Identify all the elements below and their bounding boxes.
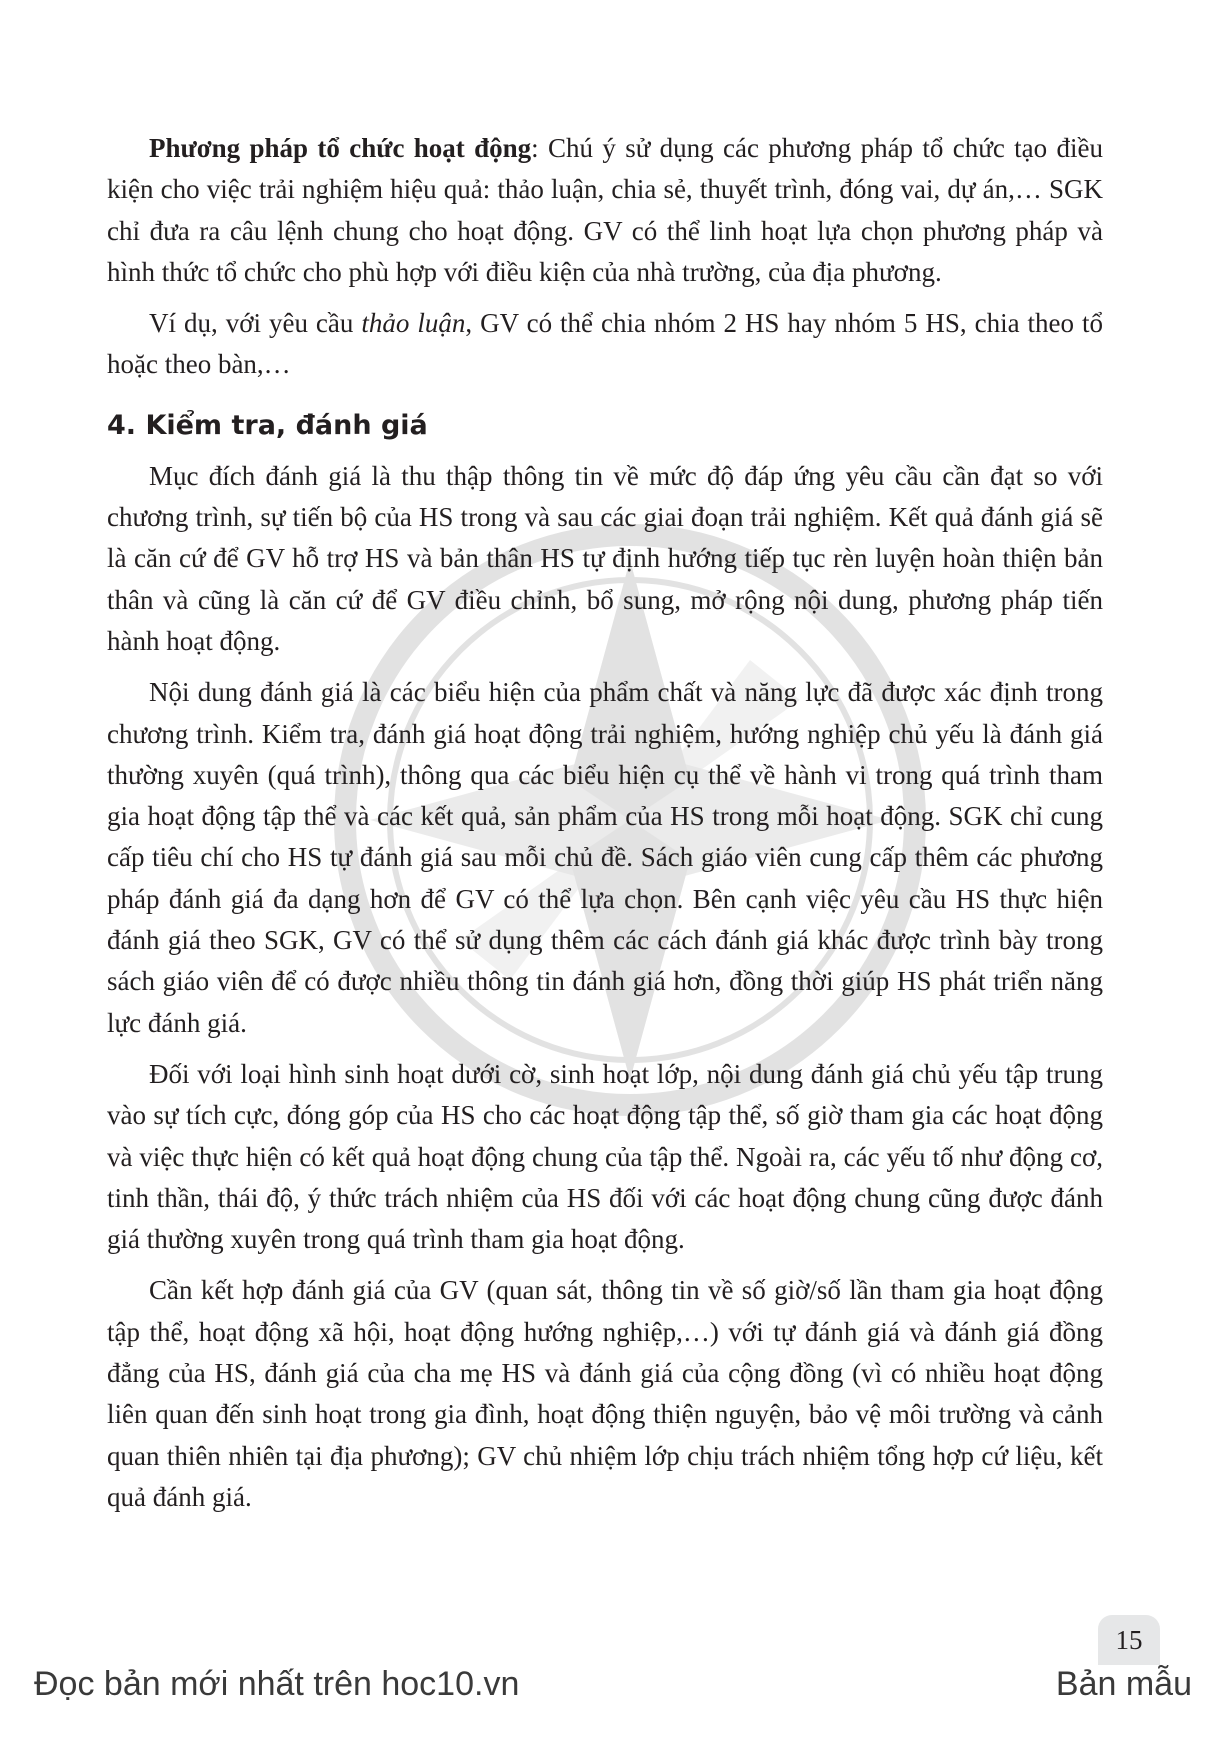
footer-sample-label: Bản mẫu — [1055, 1665, 1192, 1703]
paragraph-combined: Cần kết hợp đánh giá của GV (quan sát, thông tin về số giờ/số lần tham gia hoạt động tập thể, hoạt động xã hội, hoạt động hướng nghiệp,…) với tự đánh giá và đánh giá đồng đẳng của HS, đánh giá của cha mẹ HS và đánh giá của cộng đồng (vì có nhiều hoạt động liên quan đến sinh hoạt trong gia đình, hoạt động thiện nguyện, bảo vệ môi trường và cảnh quan thiên nhiên tại địa phương); GV chủ nhiệm lớp chịu trách nhiệm tổng hợp cứ liệu, kết quả đánh giá. — [107, 1275, 1103, 1512]
page-number: 15 — [1098, 1615, 1160, 1665]
footer-read-latest-link[interactable]: Đọc bản mới nhất trên hoc10.vn — [34, 1665, 520, 1703]
example-italic: thảo luận — [361, 308, 466, 339]
method-text: : Chú ý sử dụng các phương pháp tổ chức tạo điều kiện cho việc trải nghiệm hiệu quả: thảo luận, chia sẻ, thuyết trình, đóng vai, dự án,… SGK chỉ đưa ra câu lệnh chung cho hoạt động. GV có thể linh hoạt lựa chọn phương pháp và hình thức tổ chức cho phù hợp với điều kiện của nhà trường, của địa phương. — [107, 133, 1103, 287]
method-paragraph — [107, 128, 1103, 293]
example-pre: Ví dụ, với yêu cầu — [149, 308, 362, 339]
paragraph-content: Nội dung đánh giá là các biểu hiện của phẩm chất và năng lực đã được xác định trong chương trình. Kiểm tra, đánh giá hoạt động trải nghiệm, hướng nghiệp chủ yếu là đánh giá thường xuyên (quá trình), thông qua các biểu hiện cụ thể về hành vi trong quá trình tham gia hoạt động tập thể và các kết quả, sản phẩm của HS trong mỗi hoạt động. SGK chỉ cung cấp tiêu chí cho HS tự đánh giá sau mỗi chủ đề. Sách giáo viên cung cấp thêm các phương pháp đánh giá đa dạng hơn để GV có thể lựa chọn. Bên cạnh việc yêu cầu HS thực hiện đánh giá theo SGK, GV có thể sử dụng thêm các cách đánh giá khác được trình bày trong sách giáo viên để có được nhiều thông tin đánh giá hơn, đồng thời giúp HS phát triển năng lực đánh giá. — [107, 677, 1103, 1038]
example-post: , GV có thể chia nhóm 2 HS hay nhóm 5 HS, chia theo tổ hoặc theo bàn,… — [107, 308, 1103, 380]
example-paragraph — [107, 303, 1103, 386]
paragraph-activities: Đối với loại hình sinh hoạt dưới cờ, sinh hoạt lớp, nội dung đánh giá chủ yếu tập trung vào sự tích cực, đóng góp của HS cho các hoạt động tập thể, số giờ tham gia các hoạt động và việc thực hiện có kết quả hoạt động chung của tập thể. Ngoài ra, các yếu tố như động cơ, tinh thần, thái độ, ý thức trách nhiệm của HS đối với các hoạt động chung cũng được đánh giá thường xuyên trong quá trình tham gia hoạt động. — [107, 1058, 1103, 1255]
section-heading: 4. Kiểm tra, đánh giá — [107, 409, 428, 441]
page-content — [107, 128, 1103, 1528]
method-title: Phương pháp tổ chức hoạt động — [149, 133, 532, 163]
paragraph-purpose: Mục đích đánh giá là thu thập thông tin về mức độ đáp ứng yêu cầu cần đạt so với chương trình, sự tiến bộ của HS trong và sau các giai đoạn trải nghiệm. Kết quả đánh giá sẽ là căn cứ để GV hỗ trợ HS và bản thân HS tự định hướng tiếp tục rèn luyện hoàn thiện bản thân và cũng là căn cứ để GV điều chỉnh, bổ sung, mở rộng nội dung, phương pháp tiến hành hoạt động. — [107, 460, 1103, 656]
